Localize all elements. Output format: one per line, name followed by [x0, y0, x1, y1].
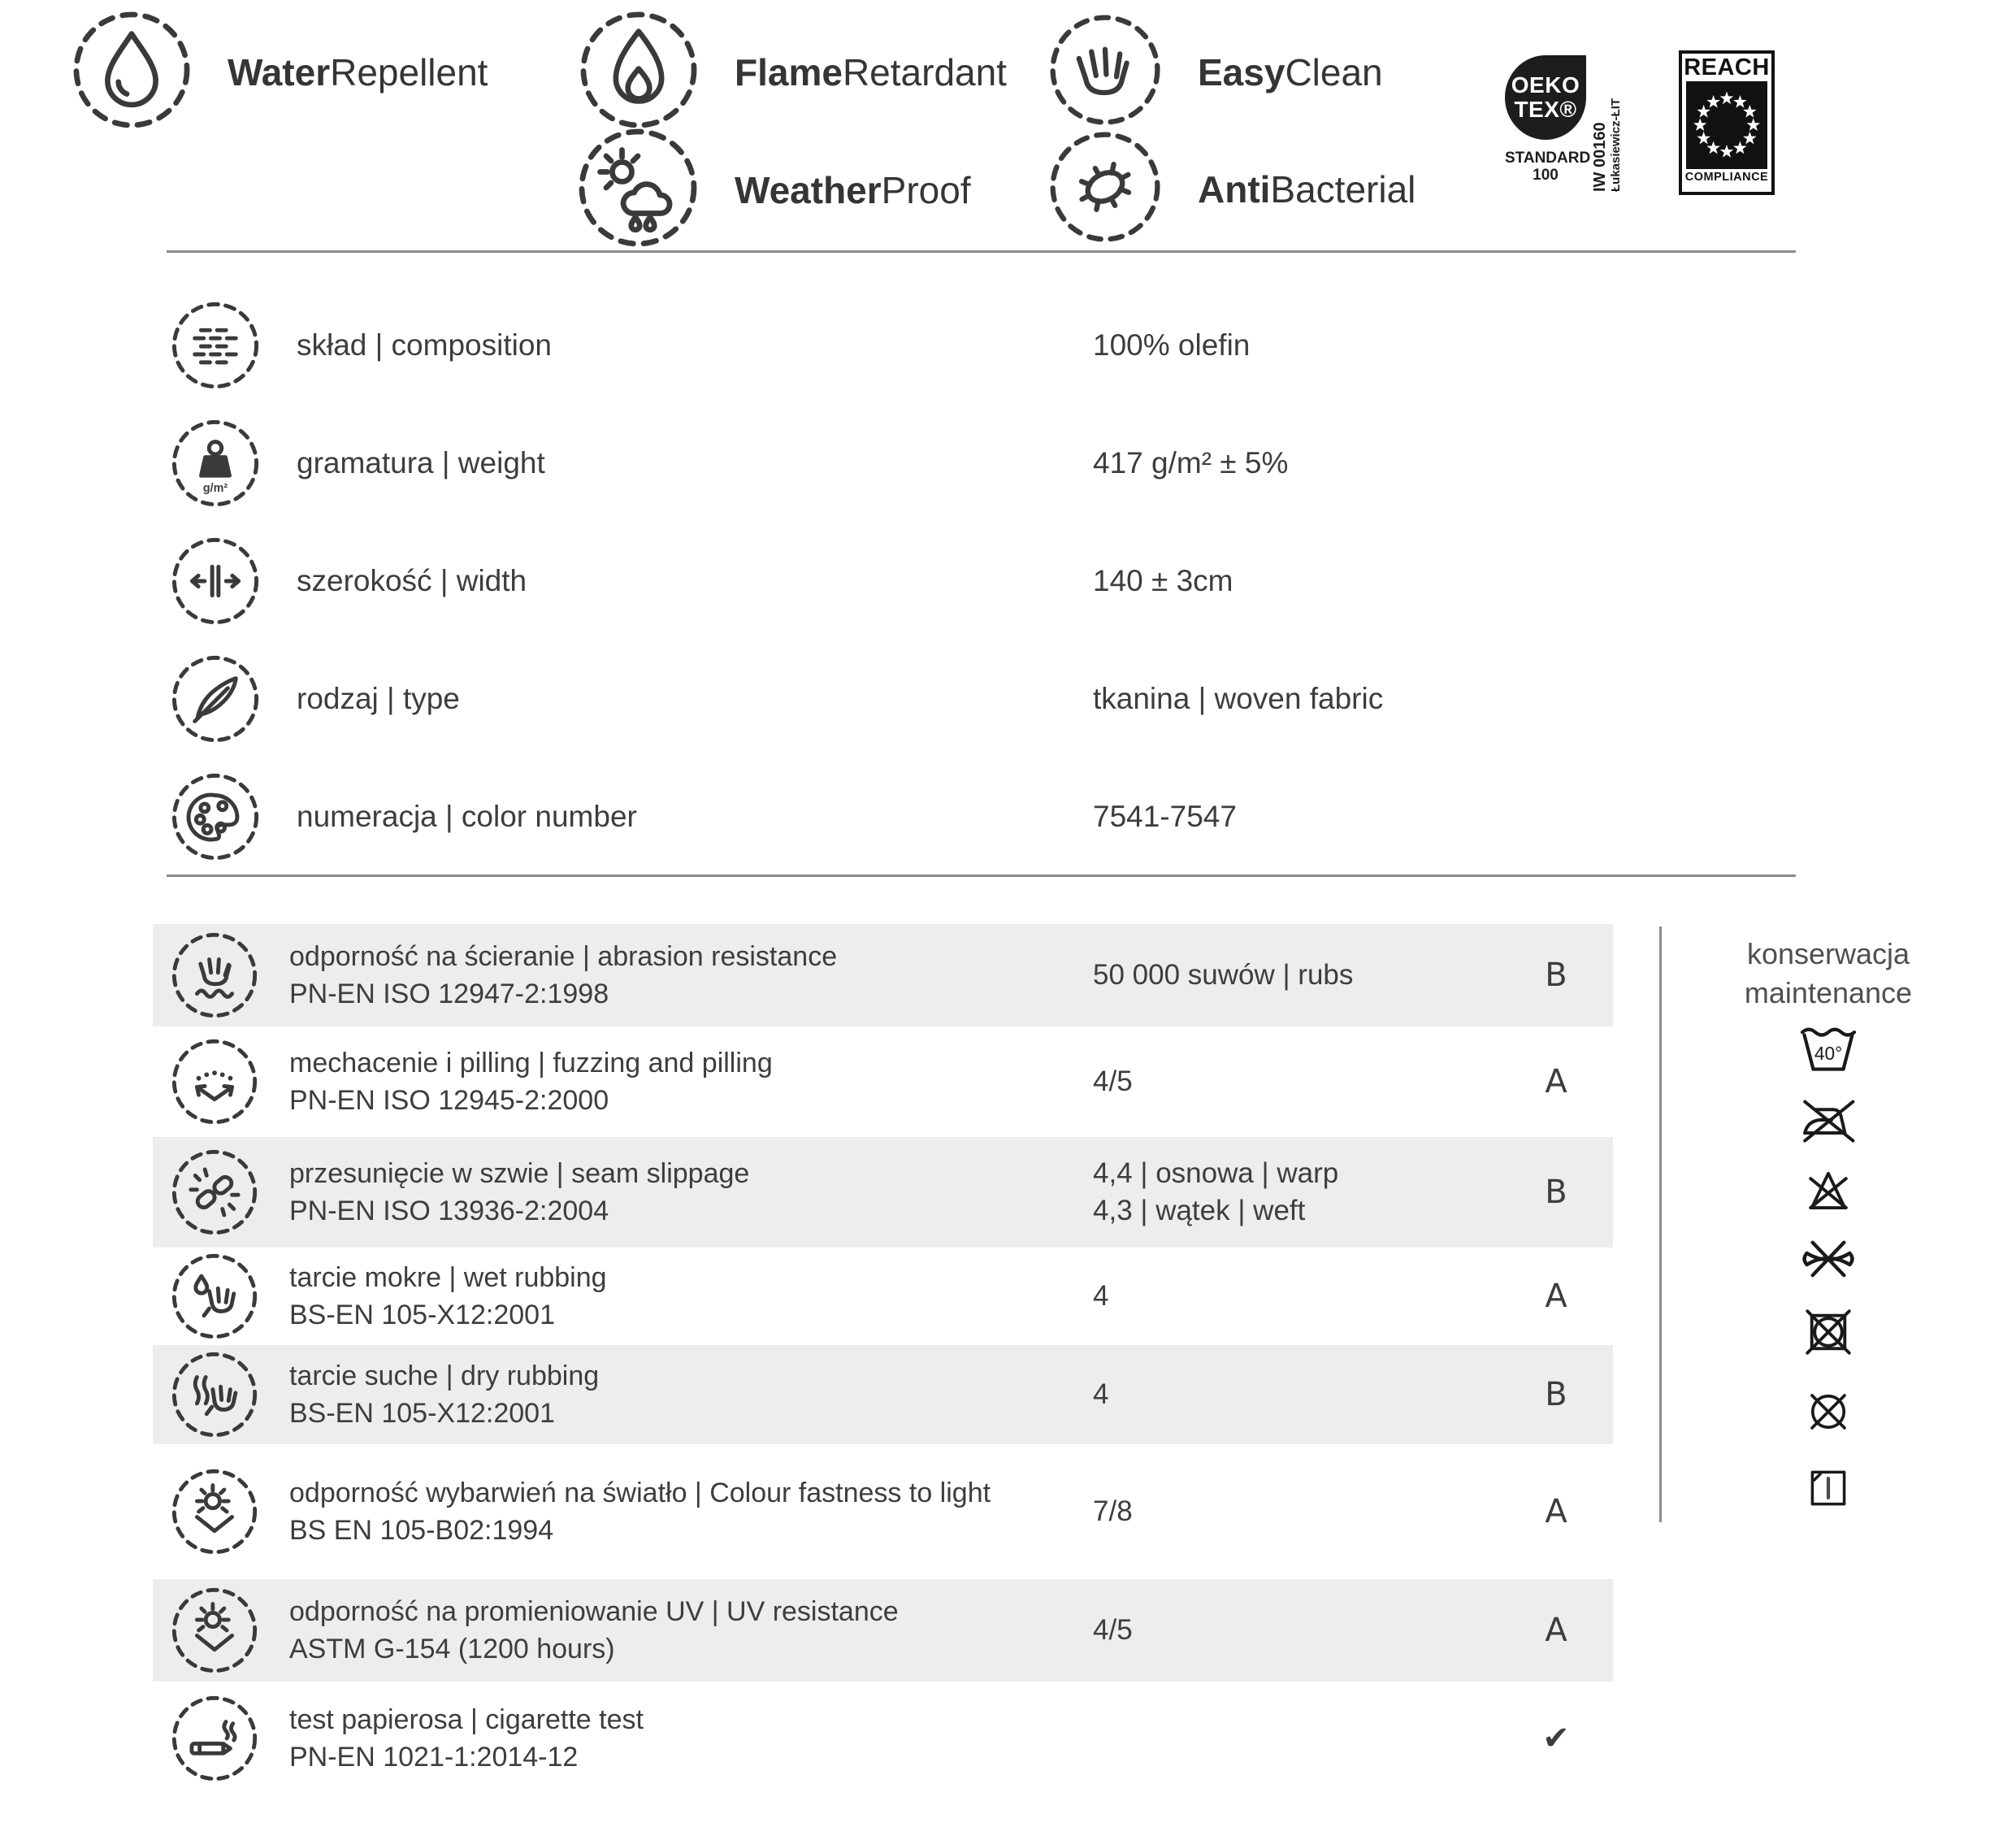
property-row-color-number [0, 757, 2016, 875]
test-grade: A [1545, 1278, 1567, 1315]
feature-label-bold: Water [228, 50, 331, 93]
test-value: 4/5 [1093, 1065, 1133, 1097]
width-arrows-icon [171, 536, 260, 626]
property-label: skład | composition [297, 328, 552, 362]
feature-label-rest: Bacterial [1270, 167, 1416, 210]
test-name: odporność na promieniowanie UV | UV resistance [289, 1596, 899, 1627]
test-standard: PN-EN ISO 13936-2:2004 [289, 1196, 609, 1226]
test-grade: B [1545, 1376, 1567, 1413]
test-value-warp: 4,4 | osnowa | warp [1093, 1157, 1339, 1189]
do-not-bleach-icon [1797, 1164, 1860, 1217]
divider-middle [167, 874, 1796, 877]
test-name: przesunięcie w szwie | seam slippage [289, 1158, 750, 1189]
weight-icon [171, 419, 260, 508]
do-not-iron-icon [1793, 1094, 1863, 1146]
test-name: tarcie mokre | wet rubbing [289, 1262, 607, 1293]
test-row-colour-fastness-light [153, 1444, 1613, 1579]
seam-slippage-icon [171, 1148, 258, 1236]
test-row-cigarette-test [153, 1682, 1613, 1795]
divider-top [167, 250, 1796, 253]
reach-compliance-logo [1679, 50, 1775, 195]
feature-label-bold: Easy [1198, 50, 1285, 93]
wet-rubbing-icon [171, 1252, 258, 1340]
dry-rubbing-icon [171, 1351, 258, 1439]
test-standard: BS-EN 105-X12:2001 [289, 1398, 555, 1429]
test-row-uv-resistance [153, 1579, 1613, 1682]
property-label: rodzaj | type [297, 681, 460, 715]
cigarette-icon [171, 1695, 258, 1782]
feature-easy-clean [1048, 13, 1383, 131]
bacteria-icon [1048, 130, 1162, 248]
oeko-certificate-number: IW 00160 Łukasiewicz-ŁIT [1591, 98, 1623, 192]
feature-anti-bacterial [1048, 130, 1416, 248]
weave-icon [171, 301, 260, 390]
test-text [289, 1474, 1090, 1549]
properties-section [0, 286, 2016, 875]
test-grade: A [1545, 1612, 1567, 1649]
feature-label-rest: Repellent [330, 50, 488, 93]
sun-rain-cloud-icon [577, 127, 699, 253]
oeko-brand-line2: TEX® [1514, 97, 1577, 122]
test-grade: A [1545, 1063, 1567, 1100]
property-value: 100% olefin [1093, 328, 1251, 362]
do-not-dry-clean-icon [1798, 1382, 1858, 1442]
test-text [289, 1593, 1090, 1668]
maintenance-section [1721, 935, 1936, 1517]
test-text [289, 1259, 1090, 1334]
reach-title: REACH [1684, 54, 1770, 80]
test-grade: B [1545, 1174, 1567, 1211]
eu-stars-icon [1686, 81, 1767, 169]
test-standard: PN-EN 1021-1:2014-12 [289, 1742, 579, 1773]
pass-checkmark: ✔ [1542, 1720, 1570, 1757]
feature-flame-retardant [579, 10, 1007, 134]
do-not-wring-icon [1793, 1235, 1864, 1282]
feature-label-rest: Proof [881, 168, 971, 211]
property-value: 140 ± 3cm [1093, 563, 1233, 597]
test-results-table [153, 924, 1613, 1795]
feature-weather-proof [577, 127, 971, 253]
test-standard: ASTM G-154 (1200 hours) [289, 1634, 615, 1664]
property-row-width [0, 522, 2016, 640]
feature-label [1198, 50, 1383, 94]
property-row-type [0, 640, 2016, 757]
feature-label-bold: Weather [735, 168, 882, 211]
test-grade: A [1545, 1493, 1567, 1530]
flame-icon [579, 10, 699, 134]
test-text [289, 1155, 1090, 1230]
test-text [289, 1044, 1090, 1119]
oeko-tex-logo [1505, 55, 1635, 192]
test-value: 7/8 [1093, 1495, 1133, 1527]
feature-label-rest: Clean [1285, 50, 1383, 93]
test-text [289, 1357, 1090, 1432]
maintenance-title: konserwacja maintenance [1744, 937, 1913, 1009]
feature-label [1198, 167, 1416, 211]
sun-uv-icon [171, 1586, 258, 1674]
test-value: 50 000 suwów | rubs [1093, 959, 1354, 991]
test-grade: B [1545, 957, 1567, 994]
feature-label [228, 50, 488, 94]
test-standard: PN-EN ISO 12945-2:2000 [289, 1085, 609, 1116]
feature-label-bold: Flame [735, 50, 843, 93]
property-row-weight [0, 404, 2016, 522]
property-label: numeracja | color number [297, 799, 637, 833]
property-row-composition [0, 286, 2016, 404]
test-row-dry-rubbing [153, 1345, 1613, 1444]
pilling-icon [171, 1038, 258, 1126]
test-value-weft: 4,3 | wątek | weft [1093, 1195, 1306, 1226]
oeko-tex-badge [1505, 55, 1586, 140]
property-label: gramatura | weight [297, 445, 545, 480]
do-not-tumble-dry-icon [1797, 1300, 1860, 1364]
oeko-brand-line1: OEKO [1511, 72, 1580, 98]
test-name: tarcie suche | dry rubbing [289, 1360, 600, 1391]
property-value: 7541-7547 [1093, 799, 1237, 833]
oeko-standard-label: STANDARD 100 [1505, 150, 1591, 184]
abrasion-icon [171, 931, 258, 1019]
reach-subtitle: COMPLIANCE [1684, 171, 1769, 184]
test-row-wet-rubbing [153, 1248, 1613, 1345]
hand-icon [1048, 13, 1162, 131]
feature-label [735, 168, 971, 212]
palette-icon [171, 772, 260, 861]
test-standard: PN-EN ISO 12947-2:1998 [289, 979, 609, 1009]
test-row-pilling [153, 1026, 1613, 1137]
test-name: mechacenie i pilling | fuzzing and pilling [289, 1048, 773, 1078]
feature-label [735, 50, 1007, 94]
svg-text:g/m²: g/m² [202, 481, 228, 495]
property-value: tkanina | woven fabric [1093, 681, 1384, 715]
test-standard: BS-EN 105-X12:2001 [289, 1300, 555, 1330]
divider-vertical [1659, 927, 1662, 1522]
feature-water-repellent [72, 10, 488, 134]
test-name: test papierosa | cigarette test [289, 1704, 644, 1735]
test-standard: BS EN 105-B02:1994 [289, 1515, 554, 1546]
property-value: 417 g/m² ± 5% [1093, 445, 1289, 480]
test-row-abrasion [153, 924, 1613, 1026]
test-text [289, 938, 1090, 1013]
test-value: 4 [1093, 1280, 1109, 1312]
sun-fastness-icon [171, 1468, 258, 1556]
line-dry-in-shade-icon [1800, 1460, 1857, 1517]
test-name: odporność wybarwień na światło | Colour fastness to light [289, 1478, 991, 1508]
property-label: szerokość | width [297, 563, 527, 597]
feature-label-bold: Anti [1198, 167, 1271, 210]
test-value [1093, 1155, 1338, 1230]
test-value: 4 [1093, 1378, 1109, 1410]
feature-label-rest: Retardant [842, 50, 1007, 93]
water-drop-icon [72, 10, 192, 134]
wash-40-icon [1793, 1024, 1863, 1076]
test-row-seam-slippage [153, 1137, 1613, 1248]
svg-text:40°: 40° [1814, 1042, 1843, 1064]
test-text [289, 1701, 1090, 1776]
test-name: odporność na ścieranie | abrasion resistance [289, 941, 838, 972]
test-value: 4/5 [1093, 1614, 1133, 1646]
feather-icon [171, 654, 260, 744]
